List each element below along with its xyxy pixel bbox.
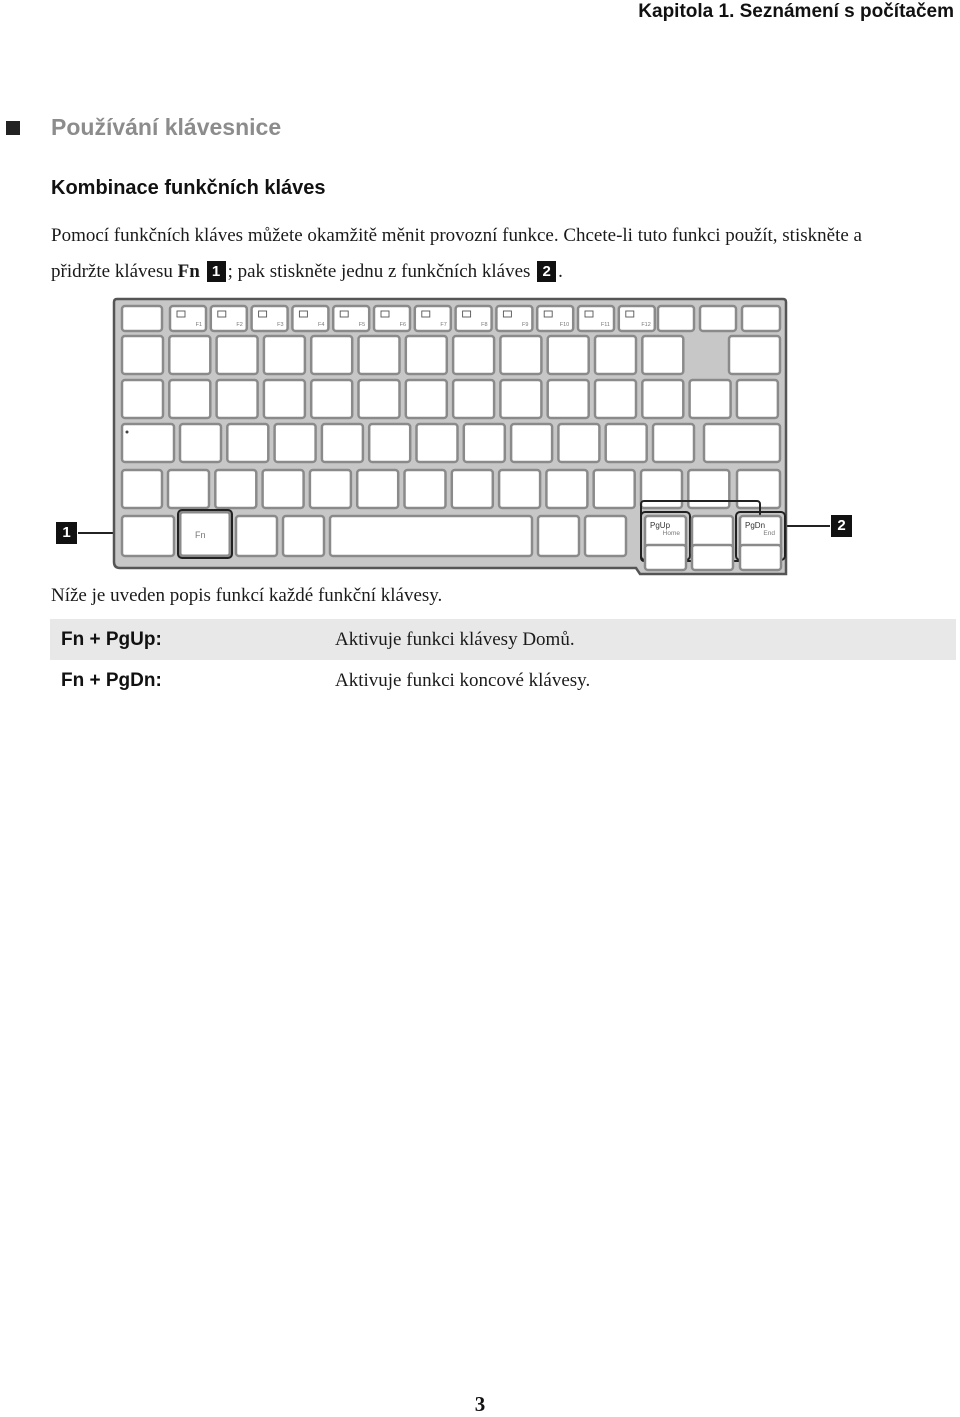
function-key-label: F12 (641, 322, 651, 328)
letter-key (548, 380, 589, 418)
callout-badge-2: 2 (831, 515, 852, 537)
delete-key (700, 306, 736, 331)
ctrl-key (122, 516, 174, 556)
function-key-label: F4 (317, 322, 325, 328)
spacebar-key (330, 516, 532, 556)
letter-key (688, 470, 729, 508)
number-key (406, 336, 447, 374)
letter-key (499, 470, 540, 508)
alt-key (283, 516, 324, 556)
pgdn-key-label: PgDn (745, 521, 766, 530)
letter-key (405, 470, 446, 508)
fn-key-name: Fn (177, 261, 200, 282)
function-key-label: F3 (277, 322, 284, 328)
home-key-label: Home (662, 530, 680, 537)
letter-key (369, 424, 410, 462)
enter-key (704, 424, 780, 462)
function-key-label: F6 (399, 322, 406, 328)
keyboard-svg (110, 296, 790, 581)
right-arrow-key (740, 545, 781, 570)
pause-key (742, 306, 780, 331)
down-arrow-key (692, 545, 733, 570)
number-key (264, 336, 305, 374)
letter-key (275, 424, 316, 462)
badge-2: 2 (537, 261, 556, 282)
letter-key (311, 380, 352, 418)
letter-key (406, 380, 447, 418)
letter-key (511, 424, 552, 462)
letter-key (215, 470, 256, 508)
letter-key (359, 380, 400, 418)
left-shift-key (122, 470, 162, 508)
intro-text-pre: přidržte klávesu (51, 261, 178, 282)
number-key (453, 336, 494, 374)
function-key-label: F10 (559, 322, 570, 328)
function-key-label: F5 (358, 322, 366, 328)
function-key-label: F9 (521, 322, 529, 328)
windows-key (236, 516, 277, 556)
esc-key (122, 306, 162, 331)
function-key-label: F7 (440, 322, 447, 328)
intro-text-end: . (558, 261, 563, 282)
letter-key (653, 424, 694, 462)
letter-key (452, 470, 493, 508)
table-row (50, 660, 956, 701)
letter-key (594, 470, 635, 508)
letter-key (310, 470, 351, 508)
letter-key (217, 380, 258, 418)
letter-key (453, 380, 494, 418)
backspace-key (729, 336, 780, 374)
letter-key (641, 470, 682, 508)
section-title: Používání klávesnice (51, 114, 282, 140)
function-key-label: F2 (236, 322, 243, 328)
number-key (122, 336, 163, 374)
number-key (548, 336, 589, 374)
number-key (169, 336, 210, 374)
letter-key (264, 380, 305, 418)
function-key-label: F11 (600, 322, 610, 328)
letter-key (606, 424, 647, 462)
subsection-title: Kombinace funkčních kláves (51, 177, 326, 199)
caps-lock-key (122, 424, 174, 462)
badge-1: 1 (207, 261, 226, 282)
letter-key (322, 424, 363, 462)
pgup-key-label: PgUp (650, 521, 671, 530)
page-number: 3 (474, 1392, 486, 1416)
insert-key (658, 306, 694, 331)
end-key-label: End (763, 530, 775, 537)
description-intro: Níže je uveden popis funkcí každé funkční klávesy. (51, 585, 443, 606)
combo-description: Aktivuje funkci klávesy Domů. (335, 628, 575, 650)
letter-key (546, 470, 587, 508)
intro-text-mid: ; pak stiskněte jednu z funkčních kláves (227, 261, 536, 282)
letter-key (500, 380, 541, 418)
number-key (217, 336, 258, 374)
letter-key (595, 380, 636, 418)
letter-key (558, 424, 599, 462)
table-row (50, 619, 956, 660)
number-key (642, 336, 683, 374)
fn-key-label: Fn (195, 530, 206, 540)
function-key-label: F8 (481, 322, 488, 328)
letter-key (464, 424, 505, 462)
letter-key (263, 470, 304, 508)
number-key (311, 336, 352, 374)
letter-key (357, 470, 398, 508)
letter-key (690, 380, 731, 418)
letter-key (180, 424, 221, 462)
combinations-table (50, 619, 956, 701)
combo-key: Fn + PgUp: (61, 628, 162, 650)
chapter-header: Kapitola 1. Seznámení s počítačem (638, 1, 954, 22)
number-key (359, 336, 400, 374)
intro-line-1: Pomocí funkčních kláves můžete okamžitě měnit provozní funkce. Chcete-li tuto funkci použít, stiskněte a (51, 225, 862, 246)
keyboard-diagram (110, 296, 790, 581)
letter-key (168, 470, 209, 508)
letter-key (227, 424, 268, 462)
number-key (500, 336, 541, 374)
callout-badge-1: 1 (56, 522, 77, 544)
letter-key (417, 424, 458, 462)
caps-lock-indicator (126, 431, 129, 434)
letter-key (737, 380, 778, 418)
combo-key: Fn + PgDn: (61, 669, 162, 691)
left-arrow-key (645, 545, 686, 570)
number-key (595, 336, 636, 374)
letter-key (122, 380, 163, 418)
letter-key (642, 380, 683, 418)
function-key-label: F1 (195, 322, 202, 328)
letter-key (169, 380, 210, 418)
combo-description: Aktivuje funkci koncové klávesy. (335, 669, 591, 691)
menu-key (585, 516, 626, 556)
alt-gr-key (538, 516, 579, 556)
